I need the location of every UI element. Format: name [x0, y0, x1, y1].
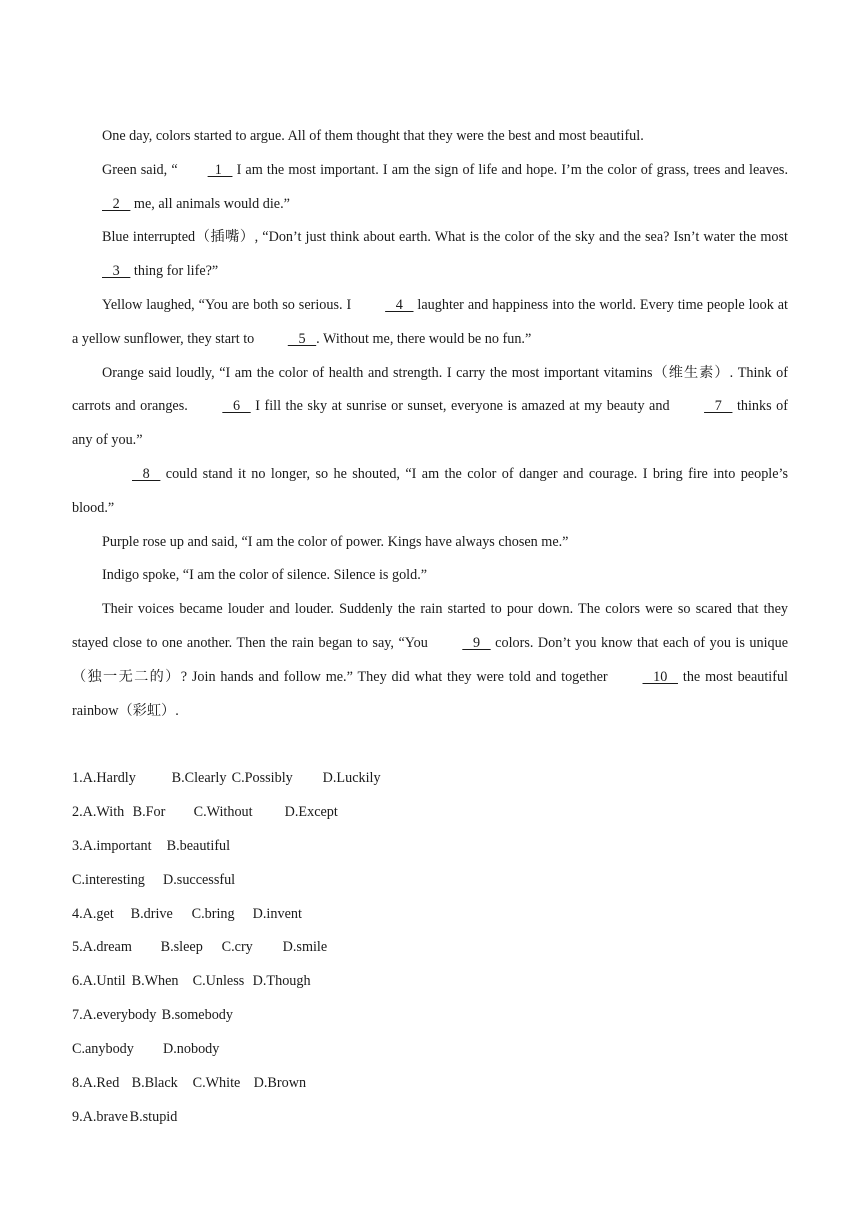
- paragraph-text: One day, colors started to argue. All of them thought that they were the best and most beautiful.: [102, 128, 644, 144]
- paragraph-2: [72, 154, 788, 222]
- option-d: D.Luckily: [322, 770, 381, 786]
- option-row-3: [72, 830, 788, 864]
- option-b: B.For: [132, 803, 166, 820]
- question-number: 8.: [72, 1075, 83, 1092]
- paragraph-text: could stand it no longer, so he shouted, “I am the color of danger and courage. I bring fire into people’s blood.”: [72, 465, 788, 516]
- option-b: B.Black: [131, 1075, 178, 1092]
- option-row-7-cont: [72, 1033, 788, 1067]
- paragraph-text: . Without me, there would be no fun.”: [316, 330, 532, 347]
- paragraph-text: thinks of any of you.”: [72, 398, 788, 449]
- paragraph-text: I am the most important. I am the sign of life and hope. I’m the color of grass, trees and leaves.: [232, 161, 788, 178]
- option-d: D.Except: [284, 803, 338, 820]
- option-a: A.brave: [82, 1108, 128, 1125]
- option-row-3-cont: [72, 864, 788, 898]
- answer-options: [72, 762, 788, 1135]
- option-a: A.important: [82, 837, 152, 854]
- option-row-7: [72, 999, 788, 1033]
- option-b: B.sleep: [160, 939, 203, 956]
- option-a: A.Red: [82, 1075, 120, 1092]
- option-b: B.beautiful: [166, 837, 231, 854]
- paragraph-6: [72, 458, 788, 526]
- option-row-6: [72, 965, 788, 999]
- option-row-8: [72, 1067, 788, 1101]
- paragraph-1: [72, 120, 788, 154]
- option-d: D.smile: [282, 939, 328, 956]
- paragraph-text: Their voices became louder and louder. Suddenly the rain started to pour down. The colors were so scared that they stayed close to one another. Then the rain began to say, “You: [72, 601, 788, 651]
- option-b: B.Clearly: [171, 770, 227, 786]
- option-b: B.stupid: [129, 1108, 178, 1125]
- option-a: A.Hardly: [82, 770, 136, 786]
- option-b: B.When: [131, 973, 179, 990]
- blank-3: 3: [102, 263, 131, 280]
- blank-10: 10: [642, 668, 678, 685]
- paragraph-text: Blue interrupted（插嘴）, “Don’t just think about earth. What is the color of the sky and the sea? Isn’t water the most: [102, 229, 788, 246]
- blank-1: 1: [207, 161, 233, 178]
- option-c: C.cry: [221, 939, 253, 956]
- question-number: 7.: [72, 1007, 83, 1024]
- option-d: D.nobody: [163, 1041, 220, 1058]
- paragraph-text: Green said, “: [102, 161, 178, 178]
- paragraph-8: [72, 559, 788, 593]
- paragraph-text: Yellow laughed, “You are both so serious. I: [102, 296, 356, 313]
- option-d: D.successful: [163, 871, 236, 888]
- option-row-9: [72, 1101, 788, 1135]
- paragraph-text: the most beautiful rainbow（彩虹）.: [72, 668, 788, 719]
- blank-5: 5: [287, 330, 317, 347]
- paragraph-text: Purple rose up and said, “I am the color of power. Kings have always chosen me.”: [102, 533, 569, 550]
- option-c: C.anybody: [72, 1041, 134, 1058]
- paragraph-text: I fill the sky at sunrise or sunset, everyone is amazed at my beauty and: [250, 398, 675, 415]
- paragraph-4: [72, 289, 788, 357]
- blank-9: 9: [462, 634, 491, 651]
- paragraph-text: Indigo spoke, “I am the color of silence. Silence is gold.”: [102, 567, 428, 584]
- blank-6: 6: [222, 398, 251, 415]
- option-c: C.Possibly: [231, 770, 293, 786]
- paragraph-3: [72, 221, 788, 289]
- option-a: A.With: [82, 803, 125, 820]
- blank-8: 8: [132, 465, 161, 482]
- option-c: C.White: [192, 1075, 241, 1092]
- option-d: D.invent: [252, 905, 302, 922]
- question-number: 5.: [72, 939, 83, 956]
- option-row-1: [72, 762, 788, 796]
- question-number: 1.: [72, 770, 83, 786]
- option-row-4: [72, 898, 788, 932]
- option-c: C.Without: [193, 803, 253, 820]
- cloze-passage: [72, 120, 788, 728]
- blank-4: 4: [385, 296, 414, 313]
- option-a: A.get: [82, 905, 114, 922]
- paragraph-5: [72, 357, 788, 458]
- option-d: D.Brown: [253, 1075, 307, 1092]
- option-a: A.Until: [82, 973, 126, 990]
- blank-7: 7: [704, 398, 733, 415]
- paragraph-text: thing for life?”: [130, 263, 219, 280]
- option-a: A.dream: [82, 939, 132, 956]
- paragraph-text: laughter and happiness into the world. Every time people look at a yellow sunflower, they start to: [72, 296, 789, 347]
- paragraph-7: [72, 526, 788, 560]
- paragraph-text: Orange said loudly, “I am the color of health and strength. I carry the most important vitamins（维生素）. Think of carrots and oranges.: [72, 364, 788, 415]
- option-c: C.interesting: [72, 871, 145, 888]
- question-number: 4.: [72, 905, 83, 922]
- question-number: 6.: [72, 973, 83, 990]
- option-row-5: [72, 931, 788, 965]
- paragraph-text: me, all animals would die.”: [130, 195, 290, 212]
- option-c: C.bring: [191, 905, 235, 922]
- option-b: B.drive: [130, 905, 173, 922]
- option-c: C.Unless: [192, 973, 245, 990]
- option-b: B.somebody: [161, 1007, 233, 1024]
- option-d: D.Though: [252, 973, 311, 990]
- option-a: A.everybody: [82, 1007, 157, 1024]
- paragraph-9: [72, 593, 788, 728]
- question-number: 3.: [72, 837, 83, 854]
- paragraph-text: colors. Don’t you know that each of you is unique（独一无二的）? Join hands and follow me.” They did what they were told and together: [72, 634, 788, 685]
- question-number: 9.: [72, 1108, 83, 1125]
- option-row-2: [72, 796, 788, 830]
- question-number: 2.: [72, 803, 83, 820]
- blank-2: 2: [102, 195, 131, 212]
